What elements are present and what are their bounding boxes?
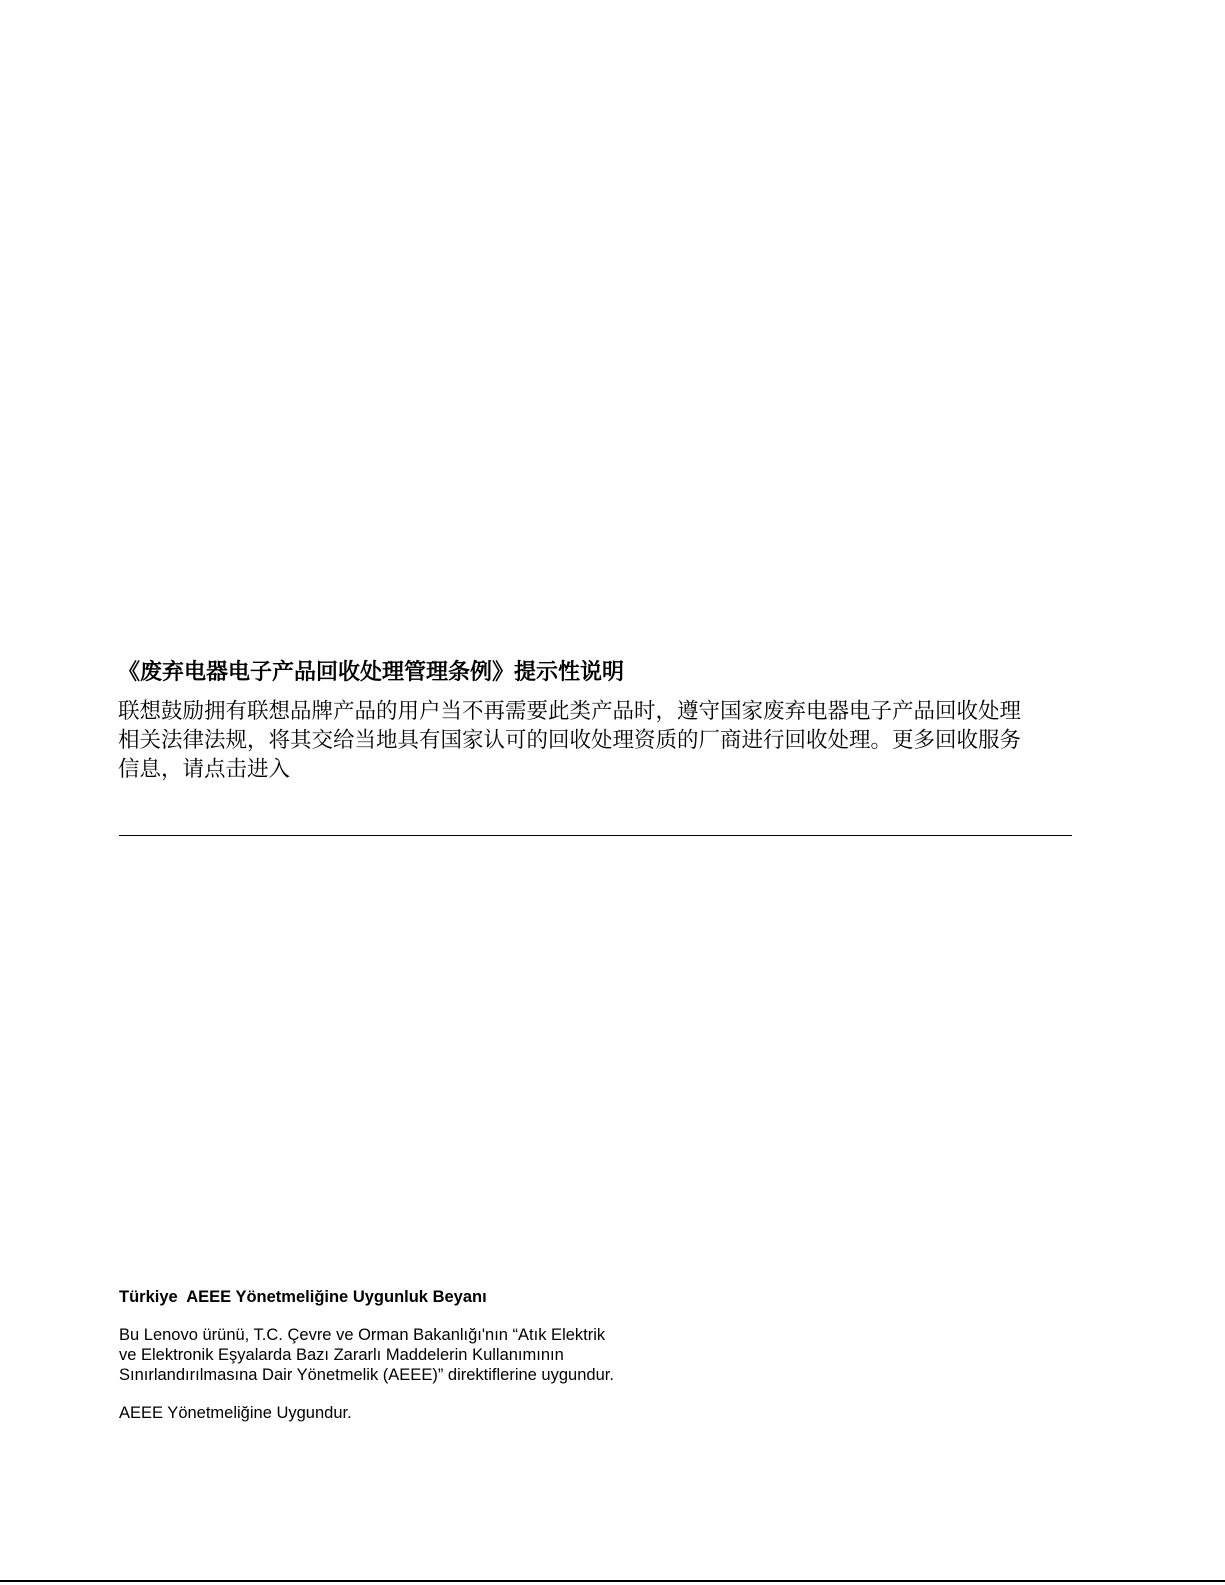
section-divider xyxy=(119,835,1072,836)
china-weee-title: 《废弃电器电子产品回收处理管理条例》提示性说明 xyxy=(118,659,625,685)
china-weee-body-line: 相关法律法规，将其交给当地具有国家认可的回收处理资质的厂商进行回收处理。更多回收服务 xyxy=(118,728,1022,753)
turkey-aeee-body-line: Bu Lenovo ürünü, T.C. Çevre ve Orman Bakanlığı'nın “Atık Elektrik xyxy=(119,1326,606,1344)
turkey-aeee-body-line: Sınırlandırılmasına Dair Yönetmelik (AEEE)” direktiflerine uygundur. xyxy=(119,1366,614,1384)
china-weee-body-line: 联想鼓励拥有联想品牌产品的用户当不再需要此类产品时，遵守国家废弃电器电子产品回收处理 xyxy=(118,699,1022,724)
turkey-aeee-notice xyxy=(119,1286,739,1423)
china-weee-body-line: 信息，请点击进入 xyxy=(118,757,291,782)
turkey-aeee-body-line: ve Elektronik Eşyalarda Bazı Zararlı Maddelerin Kullanımının xyxy=(119,1346,564,1364)
turkey-aeee-title: Türkiye AEEE Yönetmeliğine Uygunluk Beyanı xyxy=(119,1288,487,1306)
turkey-aeee-body xyxy=(119,1325,739,1385)
turkey-aeee-compliance-note: AEEE Yönetmeliğine Uygundur. xyxy=(119,1404,352,1422)
page-bottom-border xyxy=(0,1580,1225,1582)
china-weee-notice xyxy=(118,655,1078,784)
china-weee-body xyxy=(118,697,1078,784)
